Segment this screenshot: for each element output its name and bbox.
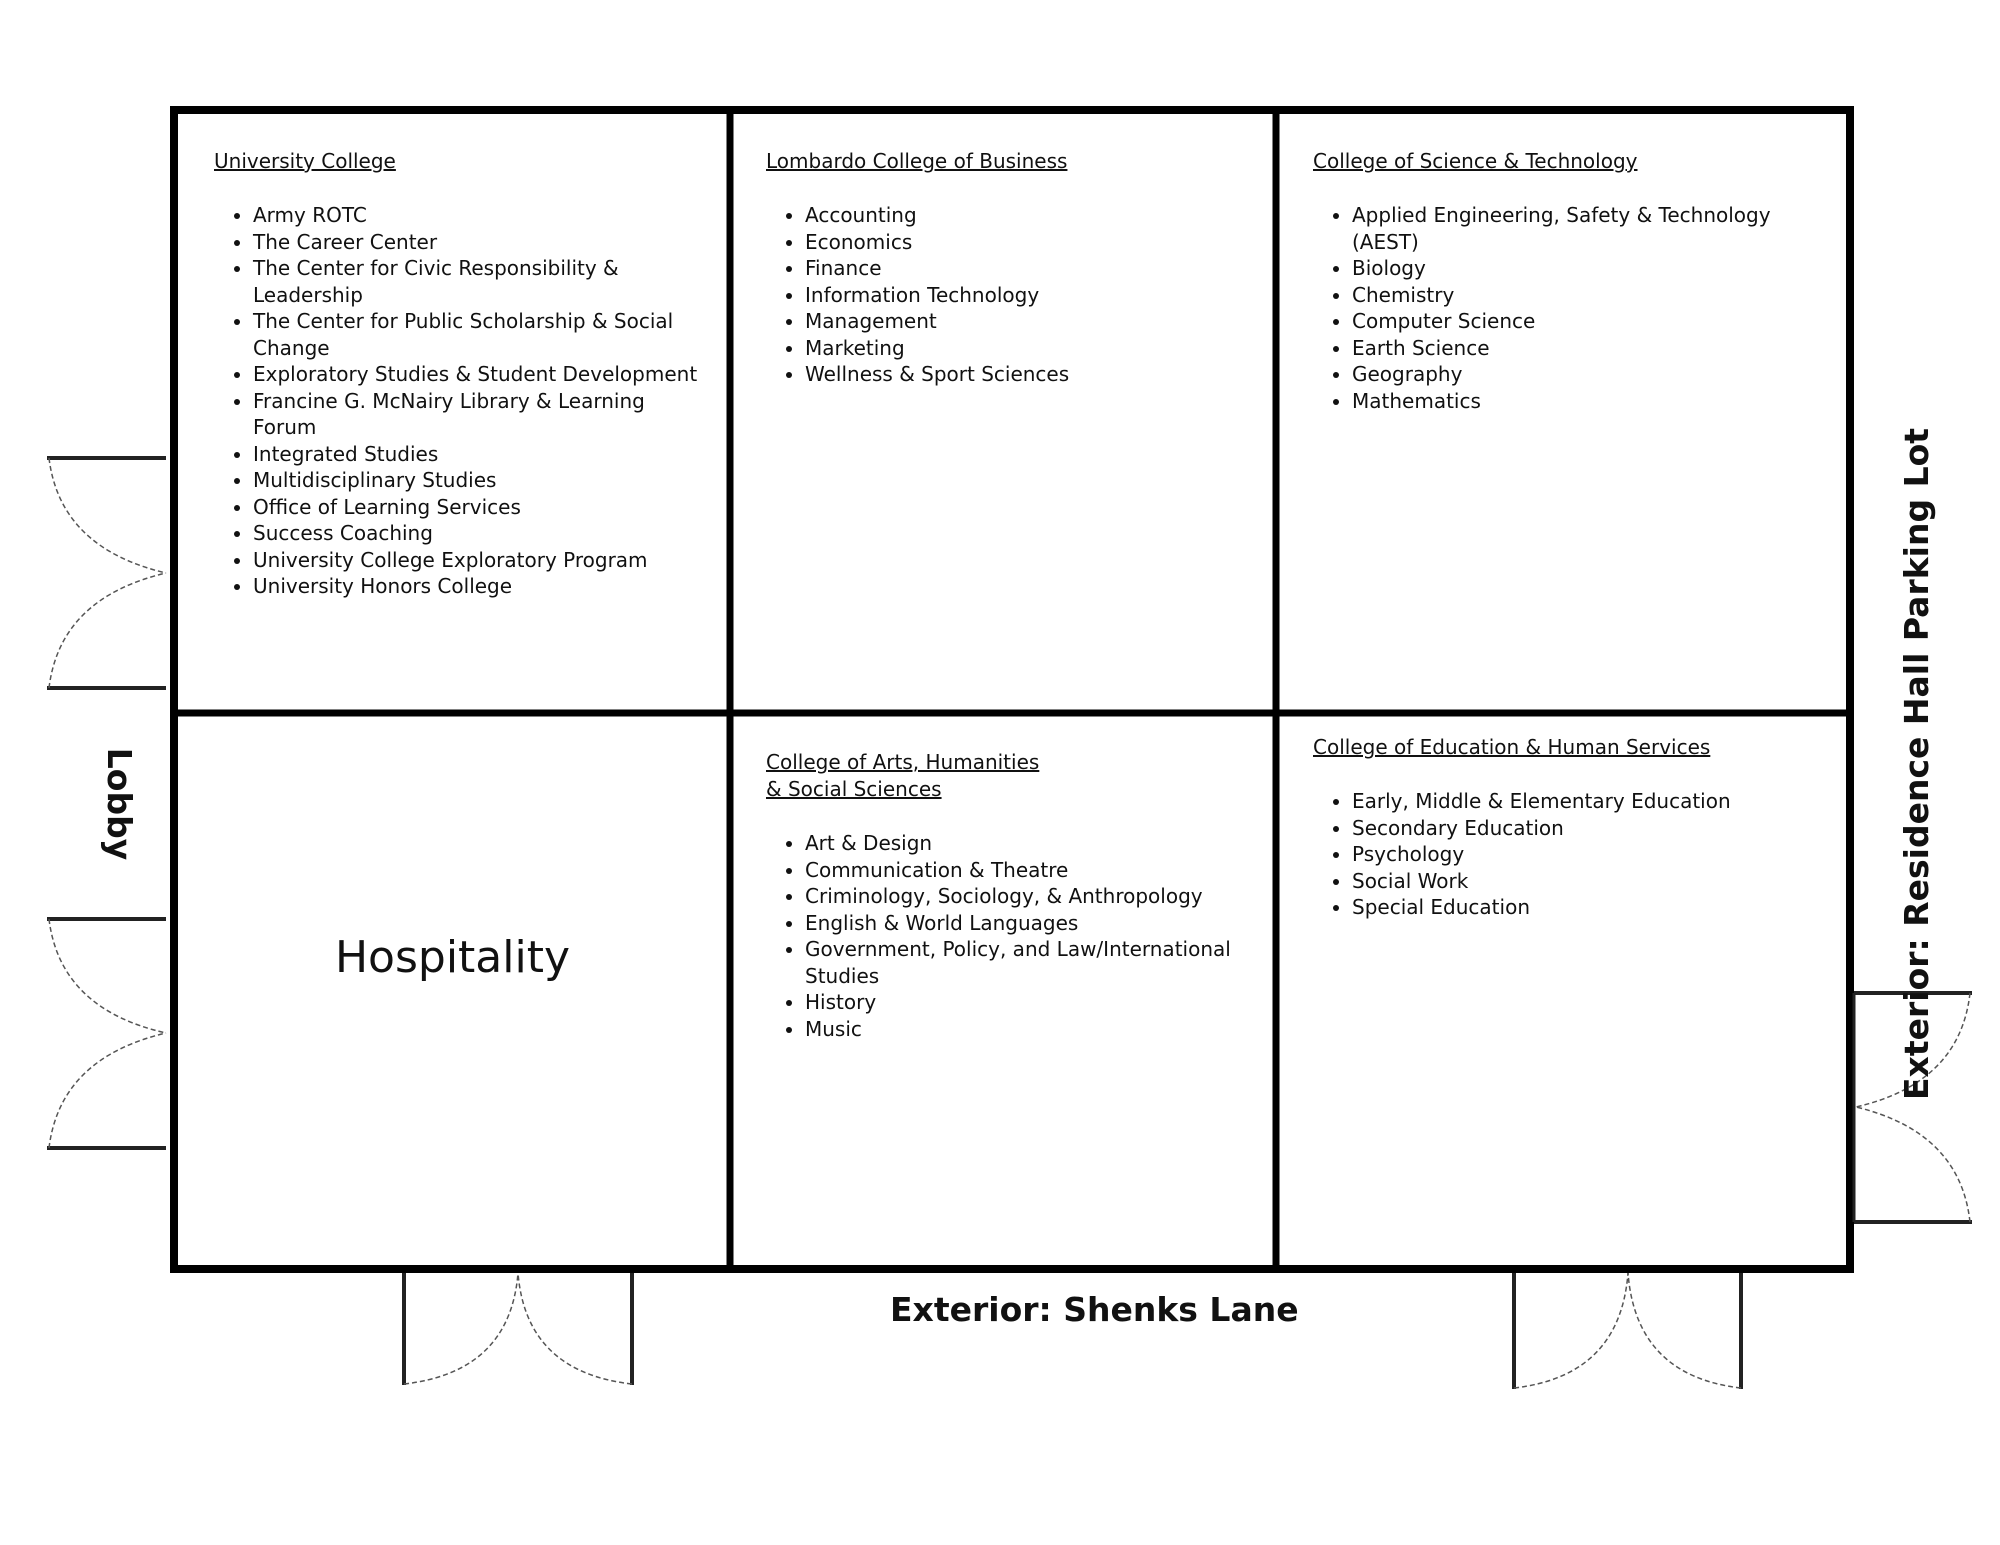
- department-list: [214, 202, 714, 600]
- exterior-east-label: Exterior: Residence Hall Parking Lot: [1897, 427, 1936, 1100]
- exterior-south-label: Exterior: Shenks Lane: [890, 1290, 1299, 1329]
- department-item: • Criminology, Sociology, & Anthropology: [805, 883, 1266, 910]
- room-arts: [766, 749, 1266, 1042]
- department-item: • Mathematics: [1352, 388, 1813, 415]
- department-item: • Secondary Education: [1352, 815, 1833, 842]
- room-business: [766, 148, 1256, 388]
- department-item: • Social Work: [1352, 868, 1833, 895]
- room-science: [1313, 148, 1813, 414]
- department-item: • Multidisciplinary Studies: [253, 467, 714, 494]
- department-item: • Accounting: [805, 202, 1256, 229]
- department-item: • Psychology: [1352, 841, 1833, 868]
- room-title: College of Science & Technology: [1313, 149, 1638, 173]
- department-item: • English & World Languages: [805, 910, 1266, 937]
- department-item: • Success Coaching: [253, 520, 714, 547]
- door-left-lower: [47, 919, 166, 1148]
- room-hospitality-label: Hospitality: [334, 932, 571, 983]
- department-item: • Art & Design: [805, 830, 1266, 857]
- door-bottom-left: [404, 1273, 632, 1385]
- room-university-college: [214, 148, 714, 600]
- department-item: • Music: [805, 1016, 1266, 1043]
- department-item: • Office of Learning Services: [253, 494, 714, 521]
- lobby-label: Lobby: [100, 747, 139, 861]
- department-item: • History: [805, 989, 1266, 1016]
- department-list: [766, 830, 1266, 1042]
- department-item: • The Career Center: [253, 229, 714, 256]
- department-list: [1313, 788, 1833, 921]
- department-item: • Marketing: [805, 335, 1256, 362]
- department-item: • Army ROTC: [253, 202, 714, 229]
- department-item: • Exploratory Studies & Student Development: [253, 361, 714, 388]
- department-item: • Chemistry: [1352, 282, 1813, 309]
- door-bottom-right: [1514, 1273, 1741, 1389]
- department-item: • Management: [805, 308, 1256, 335]
- department-item: • Integrated Studies: [253, 441, 714, 468]
- room-education: [1313, 734, 1833, 921]
- department-item: • Early, Middle & Elementary Education: [1352, 788, 1833, 815]
- department-item: • Finance: [805, 255, 1256, 282]
- department-item: • Information Technology: [805, 282, 1256, 309]
- department-item: • The Center for Civic Responsibility & Leadership: [253, 255, 714, 308]
- department-item: • University College Exploratory Program: [253, 547, 714, 574]
- door-left-upper: [47, 458, 166, 688]
- department-item: • Earth Science: [1352, 335, 1813, 362]
- department-item: • The Center for Public Scholarship & Social Change: [253, 308, 714, 361]
- department-item: • University Honors College: [253, 573, 714, 600]
- room-title: College of Education & Human Services: [1313, 735, 1711, 759]
- department-item: • Applied Engineering, Safety & Technology (AEST): [1352, 202, 1813, 255]
- department-item: • Biology: [1352, 255, 1813, 282]
- department-item: • Wellness & Sport Sciences: [805, 361, 1256, 388]
- department-item: • Government, Policy, and Law/International Studies: [805, 936, 1266, 989]
- room-title: College of Arts, Humanities & Social Sciences: [766, 750, 1040, 801]
- department-item: • Computer Science: [1352, 308, 1813, 335]
- department-item: • Francine G. McNairy Library & Learning Forum: [253, 388, 714, 441]
- department-item: • Economics: [805, 229, 1256, 256]
- department-item: • Geography: [1352, 361, 1813, 388]
- department-list: [1313, 202, 1813, 414]
- department-item: • Communication & Theatre: [805, 857, 1266, 884]
- room-title: University College: [214, 149, 396, 173]
- department-list: [766, 202, 1256, 388]
- room-title: Lombardo College of Business: [766, 149, 1068, 173]
- department-item: • Special Education: [1352, 894, 1833, 921]
